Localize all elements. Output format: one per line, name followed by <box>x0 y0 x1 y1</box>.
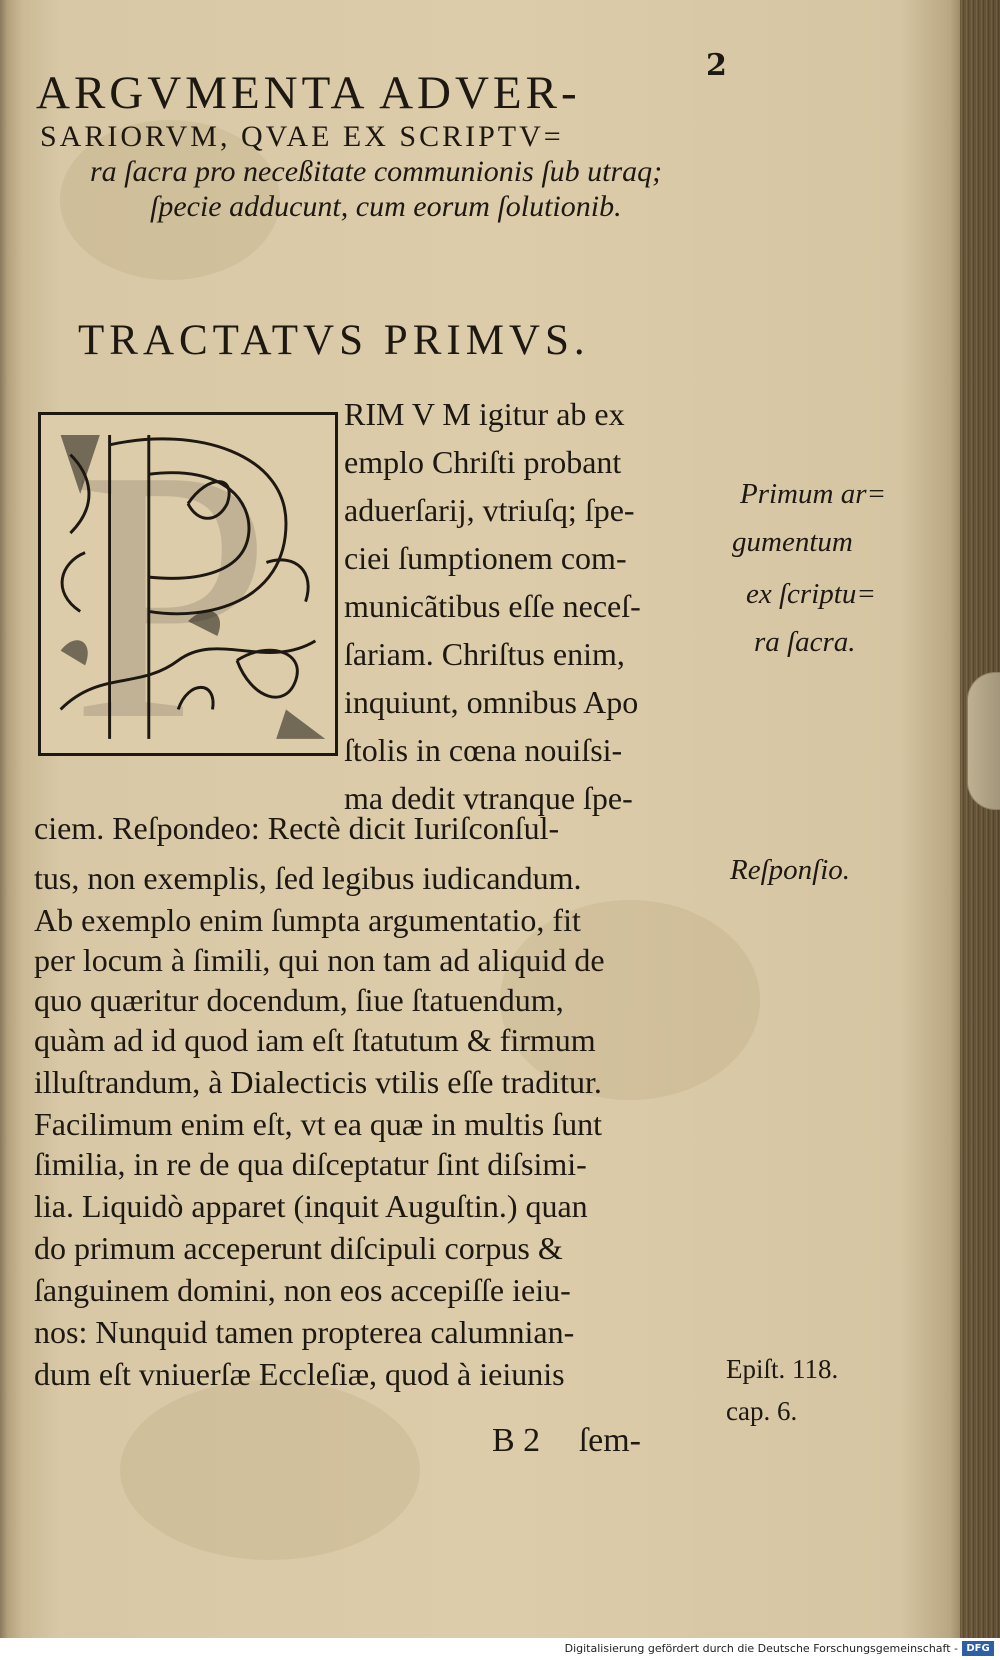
margin-note: ra ſacra. <box>754 626 856 658</box>
body-line: lia. Liquidò apparet (inquit Auguſtin.) quan <box>34 1188 588 1224</box>
body-line: ciei ſumptionem com- <box>344 540 627 576</box>
signature-line <box>492 1422 671 1460</box>
body-line: emplo Chriſti probant <box>344 444 622 480</box>
dfg-logo-icon: DFG <box>962 1641 994 1656</box>
body-line: RIM V M igitur ab ex <box>344 396 625 432</box>
section-heading: TRACTATVS PRIMVS. <box>78 317 590 364</box>
body-line: ciem. Reſpondeo: Rectè dicit Iuriſconſul- <box>34 810 560 846</box>
margin-note: Primum ar= <box>740 478 887 510</box>
page-title <box>36 68 736 223</box>
body-line: ſtolis in cœna nouiſsi- <box>344 732 623 768</box>
margin-note: ex ſcriptu= <box>746 578 876 610</box>
body-line: quàm ad id quod iam eſt ſtatutum & firmum <box>34 1022 596 1058</box>
body-line: dum eſt vniuerſæ Eccleſiæ, quod à ieiunis <box>34 1356 565 1392</box>
margin-note: gumentum <box>732 526 853 558</box>
body-line: tus, non exemplis, ſed legibus iudicandum. <box>34 860 582 896</box>
body-line: ma dedit vtranque ſpe- <box>344 780 633 816</box>
digitization-footer <box>0 1638 1000 1660</box>
body-line: per locum à ſimili, qui non tam ad aliquid de <box>34 942 605 978</box>
margin-note: Epiſt. 118. <box>726 1354 839 1384</box>
signature-mark: B 2 <box>492 1422 541 1459</box>
body-line: ſariam. Chriſtus enim, <box>344 636 625 672</box>
body-line: do primum acceperunt diſcipuli corpus & <box>34 1230 563 1266</box>
body-line: nos: Nunquid tamen propterea calumnian- <box>34 1314 575 1350</box>
margin-note: cap. 6. <box>726 1396 798 1426</box>
body-line: ſanguinem domini, non eos accepiſſe ieiu- <box>34 1272 571 1308</box>
margin-note: Reſponſio. <box>730 854 851 886</box>
title-line-3: ra ſacra pro neceßitate communionis ſub utraq; <box>90 154 663 188</box>
title-line-4: ſpecie adducunt, cum eorum ſolutionib. <box>150 189 622 223</box>
initial-letter: P <box>71 395 272 794</box>
title-line-2: SARIORVM, QVAE EX SCRIPTV= <box>40 119 564 153</box>
body-line: illuſtrandum, à Dialecticis vtilis eſſe traditur. <box>34 1064 602 1100</box>
decorated-initial <box>38 395 338 794</box>
body-line: aduerſarij, vtriuſq; ſpe- <box>344 492 635 528</box>
title-line-1: ARGVMENTA ADVER- <box>36 67 581 119</box>
body-line: ſimilia, in re de qua diſceptatur ſint diſsimi- <box>34 1146 587 1182</box>
funding-credit: Digitalisierung gefördert durch die Deutsche Forschungsgemeinschaft - <box>564 1642 958 1655</box>
body-line: municãtibus eſſe neceſ- <box>344 588 641 624</box>
body-line: Ab exemplo enim ſumpta argumentatio, fit <box>34 902 581 938</box>
body-line: Facilimum enim eſt, vt ea quæ in multis ſunt <box>34 1106 602 1142</box>
body-line: inquiunt, omnibus Apo <box>344 684 639 720</box>
body-line: quo quæritur docendum, ſiue ſtatuendum, <box>34 982 564 1018</box>
folio-number: 2 <box>706 48 727 83</box>
catchword: ſem- <box>578 1422 641 1459</box>
